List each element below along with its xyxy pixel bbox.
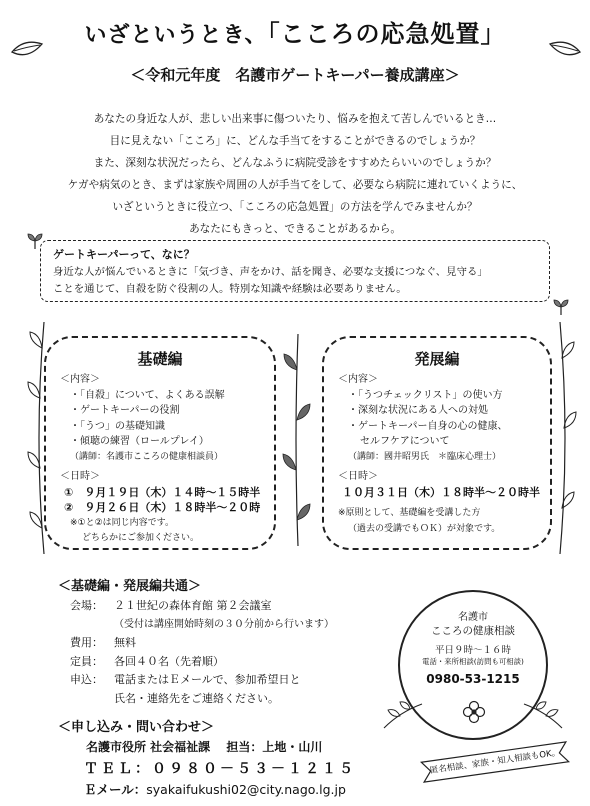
date-label: ＜日時＞ (338, 471, 378, 482)
fee: 無料 (114, 636, 136, 649)
email-address[interactable]: syakaifukushi02@city.nago.lg.jp (146, 782, 346, 797)
sprig-icon (380, 700, 424, 730)
title-main: 「こころの応急処置」 (267, 20, 506, 48)
session-date: ① ９月１９日（木）１４時～１５時半 (64, 485, 261, 499)
intro-line: いざというときに役立つ、「こころの応急処置」の方法を学んでみませんか？ (112, 201, 478, 213)
capacity-label: 定員： (70, 654, 103, 668)
vine-center-icon (272, 330, 324, 550)
gatekeeper-line: ことを通じて、自殺を防ぐ役割の人。特別な知識や経験は必要ありません。 (53, 283, 407, 295)
venue: ２１世紀の森体育館 第２会議室 (114, 599, 272, 612)
content-label: ＜内容＞ (60, 374, 100, 385)
content-item: ・「うつ」の基礎知識 (70, 420, 165, 432)
capacity: 各回４０名（先着順） (114, 654, 224, 668)
intro-line: あなたの身近な人が、悲しい出来事に傷ついたり、悩みを抱えて苦しんでいるとき… (93, 113, 497, 125)
gatekeeper-box (40, 240, 550, 302)
page-title (0, 14, 590, 49)
content-label: ＜内容＞ (338, 374, 378, 385)
advanced-course-panel (322, 336, 552, 550)
common-info (70, 597, 334, 708)
content-item: ・傾聴の練習（ロールプレイ） (70, 436, 209, 447)
session-date: １０月３１日（木）１８時半～２０時半 (342, 485, 540, 499)
consult-name: こころの健康相談 (431, 625, 515, 637)
basic-course-title: 基礎編 (137, 350, 183, 368)
vine-left-icon (26, 318, 56, 558)
content-item: ・「自殺」について、よくある誤解 (70, 389, 225, 401)
contact-phone[interactable]: ＴＥＬ：０９８０－５３－１２１５ (84, 761, 356, 777)
gatekeeper-heading: ゲートキーパーって、なに？ (53, 248, 195, 261)
session-date: ② ９月２６日（木）１８時半～２０時 (64, 501, 261, 514)
basic-course-panel (44, 336, 276, 550)
lecturer: （講師：名護市こころの健康相談員） (70, 451, 224, 462)
intro-line: 目に見えない「こころ」に、どんな手当てをすることができるのでしょうか？ (109, 135, 481, 147)
consult-hours: 平日９時～１６時 (434, 645, 511, 656)
note: （過去の受講でもＯＫ）が対象です。 (348, 523, 501, 534)
apply-text: 電話またはＥメールで、参加希望日と (114, 673, 301, 686)
lecturer: （講師：國井昭男氏 ＊臨床心理士） (348, 451, 502, 462)
ribbon-text: 匿名相談、家族・知人相談もOK。 (429, 747, 561, 777)
content-item: ・ゲートキーパーの役割 (70, 405, 180, 416)
anonymous-ribbon (418, 734, 572, 791)
common-info-title: ＜基礎編・発展編共通＞ (58, 579, 202, 594)
contact-email[interactable] (84, 780, 346, 798)
title-prefix: いざというとき、 (84, 23, 268, 48)
content-item: セルフケアについて (360, 436, 450, 447)
consult-type: 電話・来所相談(訪問も可相談) (422, 657, 524, 666)
venue-note: （受付は講座開始時刻の３０分前から行います） (114, 618, 334, 630)
sprout-icon (552, 298, 570, 316)
vine-right-icon (548, 318, 578, 558)
fee-label: 費用： (70, 636, 103, 649)
content-item: ・ゲートキーパー自身の心の健康、 (348, 420, 508, 432)
apply-label: 申込： (70, 673, 103, 686)
contact-title: ＜申し込み・問い合わせ＞ (58, 720, 215, 735)
advanced-course-title: 発展編 (414, 350, 460, 368)
sprig-icon (522, 700, 566, 730)
note: ※①と②は同じ内容です。 (70, 517, 174, 528)
leaf-icon (10, 38, 44, 58)
contact-org: 名護市役所 社会福祉課 担当：上地・山川 (86, 740, 323, 754)
consult-city: 名護市 (458, 612, 488, 623)
content-item: ・「うつチェックリスト」の使い方 (348, 389, 503, 401)
intro-line: ケガや病気のとき、まずは家族や周囲の人が手当てをして、必要なら病院に連れていくように、 (67, 179, 523, 191)
venue-label: 会場： (70, 599, 103, 612)
content-item: ・深刻な状況にある人への対処 (348, 405, 488, 416)
email-label: Ｅメール： (84, 782, 147, 797)
subtitle: ＜令和元年度 名護市ゲートキーパー養成講座＞ (130, 66, 460, 84)
leaf-icon (548, 38, 582, 58)
apply-text: 氏名・連絡先をご連絡ください。 (114, 691, 279, 705)
note: どちらかにご参加ください。 (82, 533, 200, 543)
date-label: ＜日時＞ (60, 471, 100, 482)
gatekeeper-line: 身近な人が悩んでいるときに「気づき、声をかけ、話を聞き、必要な支援につなぐ、見守る」 (53, 266, 488, 278)
intro-paragraph (20, 108, 570, 240)
consult-phone[interactable]: 0980-53-1215 (426, 672, 520, 686)
intro-line: あなたにもきっと、できることがあるから。 (189, 223, 401, 235)
note: ※原則として、基礎編を受講した方 (338, 508, 481, 518)
flower-icon (462, 700, 486, 724)
intro-line: また、深刻な状況だったら、どんなふうに病院受診をすすめたらいいのでしょうか？ (93, 157, 497, 169)
